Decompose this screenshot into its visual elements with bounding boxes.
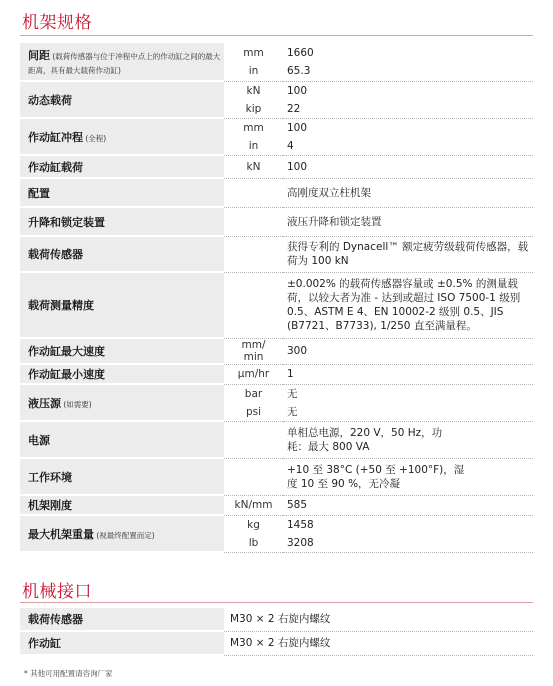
value-actuator-load: 100 — [283, 155, 533, 178]
spec-table — [20, 43, 533, 553]
spec-row-actuator-load — [20, 155, 533, 178]
value-stroke-in: 4 — [287, 139, 294, 152]
interface-label-load-cell: 载荷传感器 — [20, 608, 224, 631]
unit-kg: kg — [247, 518, 260, 531]
interface-value-actuator: M30 × 2 右旋内螺纹 — [224, 631, 533, 655]
spec-row-load-cell — [20, 236, 533, 272]
spec-label-power: 电源 — [20, 421, 224, 458]
unit-lb: lb — [248, 536, 259, 549]
spec-note-spacing: (载荷传感器与位于冲程中点上的作动缸之间的最大距离，具有最大载荷作动缸) — [28, 52, 221, 75]
footnote: * 其他可用配置请咨询厂家 — [24, 669, 113, 678]
interface-value-load-cell: M30 × 2 右旋内螺纹 — [224, 608, 533, 631]
spec-label-max-speed: 作动缸最大速度 — [20, 338, 224, 364]
interface-row-actuator — [20, 631, 533, 655]
value-load-cell: 获得专利的 Dynacell™ 额定疲劳级载荷传感器，载荷为 100 kN — [287, 241, 529, 267]
spec-note-hydraulic: (如需要) — [61, 399, 92, 409]
spec-row-stiffness — [20, 495, 533, 515]
interface-table — [20, 608, 533, 656]
interface-title-rule — [20, 602, 533, 603]
unit-kn: kN — [246, 84, 261, 97]
spec-label-configuration: 配置 — [20, 178, 224, 207]
value-environment: +10 至 38°C (+50 至 +100°F)，湿度 10 至 90 %，无冷凝 — [287, 463, 465, 490]
spec-row-lift-lock — [20, 207, 533, 236]
spec-row-load-accuracy — [20, 272, 533, 338]
unit-mm-per-min: mm/ min — [224, 338, 283, 364]
spec-label-min-speed: 作动缸最小速度 — [20, 364, 224, 384]
spec-label-weight: 最大机架重量 (视最终配置而定) — [20, 515, 224, 552]
spec-label-actuator-load: 作动缸载荷 — [20, 155, 224, 178]
spec-row-power — [20, 421, 533, 458]
value-spacing-in: 65.3 — [287, 64, 311, 77]
spec-row-min-speed — [20, 364, 533, 384]
value-load-accuracy: ±0.002% 的载荷传感器容量或 ±0.5% 的测量载荷，以较大者为准 - 达到或超过 ISO 7500-1 级别 0.5、ASTM E 4、EN 10002-2 级别 0.5、JIS (B7721、B7733), 1/250 直至满量程。 — [287, 278, 521, 332]
unit-in: in — [248, 139, 259, 152]
spec-section-title: 机架规格 — [22, 13, 92, 33]
spec-row-configuration — [20, 178, 533, 207]
value-weight-lb: 3208 — [287, 536, 314, 549]
spec-label-load-accuracy: 载荷测量精度 — [20, 272, 224, 338]
interface-label-actuator: 作动缸 — [20, 631, 224, 655]
spec-row-actuator-stroke — [20, 118, 533, 155]
unit-um-per-hr: µm/hr — [224, 364, 283, 384]
spec-row-dynamic-load — [20, 81, 533, 118]
spec-label-hydraulic: 液压源 (如需要) — [20, 384, 224, 421]
value-lift-lock: 液压升降和锁定装置 — [283, 207, 533, 236]
spec-row-hydraulic — [20, 384, 533, 421]
unit-kip: kip — [245, 102, 262, 115]
unit-in: in — [248, 64, 259, 77]
spec-title-rule — [20, 35, 533, 36]
value-stroke-mm: 100 — [287, 121, 308, 134]
spec-row-spacing — [20, 43, 533, 81]
interface-section-title: 机械接口 — [22, 582, 92, 602]
spec-note-weight: (视最终配置而定) — [94, 530, 155, 540]
value-stiffness: 585 — [283, 495, 533, 515]
spec-label-environment: 工作环境 — [20, 458, 224, 495]
unit-bar: bar — [244, 387, 263, 400]
value-hydraulic-bar: 无 — [287, 387, 298, 400]
spec-row-weight — [20, 515, 533, 552]
spec-row-max-speed — [20, 338, 533, 364]
spec-label-stiffness: 机架刚度 — [20, 495, 224, 515]
value-power: 单相总电源，220 V，50 Hz，功耗：最大 800 VA — [287, 426, 443, 453]
value-spacing-mm: 1660 — [287, 46, 314, 59]
unit-mm: mm — [243, 121, 264, 134]
spec-label-load-cell: 载荷传感器 — [20, 236, 224, 272]
value-min-speed: 1 — [283, 364, 533, 384]
spec-label-lift-lock: 升降和锁定装置 — [20, 207, 224, 236]
unit-kn: kN — [224, 155, 283, 178]
value-dynamic-load-kip: 22 — [287, 102, 301, 115]
spec-row-environment — [20, 458, 533, 495]
value-weight-kg: 1458 — [287, 518, 314, 531]
unit-psi: psi — [245, 405, 262, 418]
value-hydraulic-psi: 无 — [287, 405, 298, 418]
value-configuration: 高刚度双立柱机架 — [283, 178, 533, 207]
value-max-speed: 300 — [283, 338, 533, 364]
spec-label-actuator-stroke: 作动缸冲程 (全程) — [20, 118, 224, 155]
value-dynamic-load-kn: 100 — [287, 84, 308, 97]
interface-row-load-cell — [20, 608, 533, 631]
spec-label-spacing: 间距 (载荷传感器与位于冲程中点上的作动缸之间的最大距离，具有最大载荷作动缸) — [20, 43, 224, 81]
unit-kn-per-mm: kN/mm — [224, 495, 283, 515]
spec-label-dynamic-load: 动态载荷 — [20, 81, 224, 118]
spec-note-actuator-stroke: (全程) — [83, 133, 107, 143]
unit-mm: mm — [243, 46, 264, 59]
